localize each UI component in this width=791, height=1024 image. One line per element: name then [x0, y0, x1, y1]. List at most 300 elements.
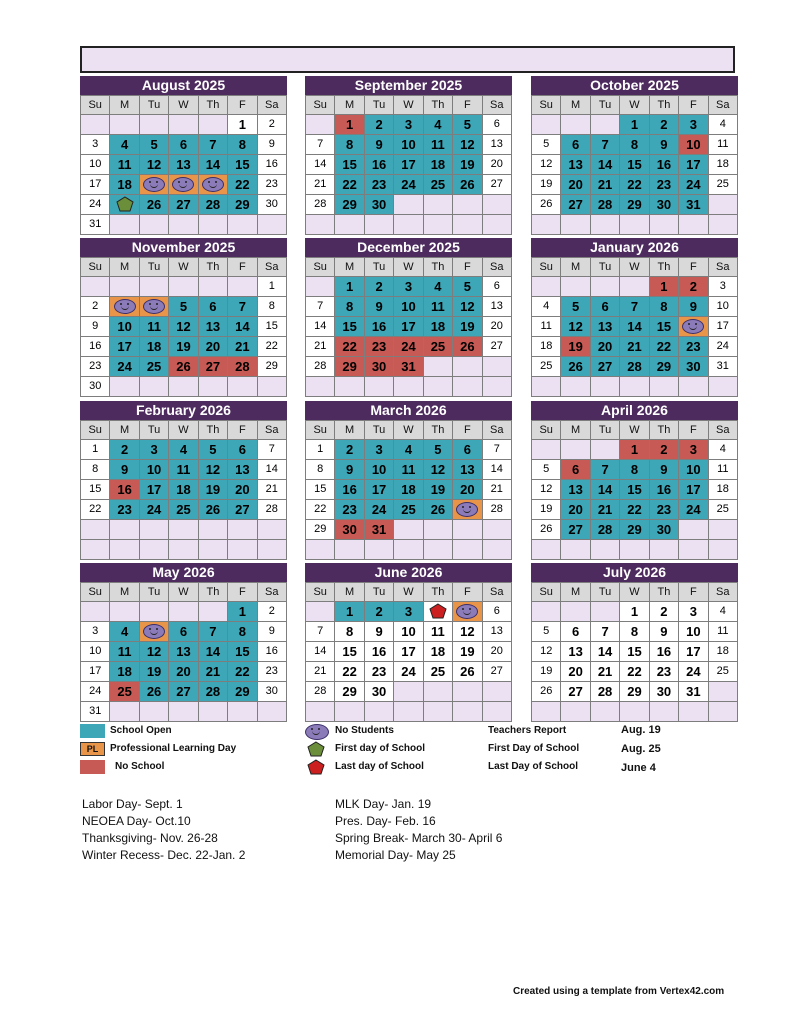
- weekday-label: M: [561, 421, 589, 439]
- day-cell: 2: [110, 440, 138, 459]
- empty-day-cell: [591, 602, 619, 621]
- day-cell: 27: [483, 175, 511, 194]
- day-cell: 28: [483, 500, 511, 519]
- day-cell: 18: [709, 642, 737, 661]
- empty-day-cell: [110, 520, 138, 539]
- empty-day-cell: [561, 540, 589, 559]
- day-cell: 8: [258, 297, 286, 316]
- calendar-title-box: [80, 46, 735, 73]
- day-cell: 4: [169, 440, 197, 459]
- day-cell: 5: [532, 460, 560, 479]
- day-cell: 11: [110, 155, 138, 174]
- day-cell: 14: [591, 642, 619, 661]
- day-cell: [110, 195, 138, 214]
- empty-day-cell: [650, 702, 678, 721]
- weekday-label: Sa: [483, 258, 511, 276]
- day-cell: 15: [228, 155, 256, 174]
- weekday-label: Sa: [258, 96, 286, 114]
- day-cell: 3: [679, 440, 707, 459]
- empty-day-cell: [365, 215, 393, 234]
- day-cell: 3: [679, 602, 707, 621]
- empty-day-cell: [140, 277, 168, 296]
- day-cell: 17: [140, 480, 168, 499]
- day-cell: 28: [306, 195, 334, 214]
- day-cell: 20: [561, 662, 589, 681]
- day-cell: 27: [561, 682, 589, 701]
- empty-day-cell: [306, 215, 334, 234]
- day-cell: 26: [140, 195, 168, 214]
- empty-day-cell: [709, 540, 737, 559]
- day-cell: 17: [394, 155, 422, 174]
- weekday-label: Th: [199, 583, 227, 601]
- day-cell: 10: [365, 460, 393, 479]
- day-cell: 17: [394, 642, 422, 661]
- empty-day-cell: [140, 702, 168, 721]
- day-cell: 29: [306, 520, 334, 539]
- empty-day-cell: [365, 540, 393, 559]
- empty-day-cell: [199, 540, 227, 559]
- empty-day-cell: [394, 377, 422, 396]
- weekday-label: Tu: [140, 96, 168, 114]
- day-cell: 5: [453, 277, 481, 296]
- empty-day-cell: [394, 520, 422, 539]
- day-cell: 22: [620, 662, 648, 681]
- weekday-label: W: [620, 96, 648, 114]
- empty-day-cell: [169, 277, 197, 296]
- day-cell: 20: [561, 175, 589, 194]
- day-cell: 1: [620, 440, 648, 459]
- day-cell: 10: [394, 622, 422, 641]
- day-cell: [453, 602, 481, 621]
- empty-day-cell: [335, 540, 363, 559]
- weekday-label: Tu: [140, 258, 168, 276]
- day-cell: 2: [365, 277, 393, 296]
- day-cell: 1: [228, 115, 256, 134]
- day-cell: 16: [365, 155, 393, 174]
- day-cell: 16: [650, 642, 678, 661]
- day-cell: [424, 602, 452, 621]
- weekday-label: Su: [532, 421, 560, 439]
- day-cell: 6: [561, 135, 589, 154]
- day-cell: 16: [365, 642, 393, 661]
- teachers-report-date: Aug. 19: [621, 724, 661, 736]
- weekday-label: Su: [532, 258, 560, 276]
- day-cell: 22: [81, 500, 109, 519]
- month-title: December 2025: [305, 238, 512, 257]
- no-students-icon: [202, 177, 224, 192]
- day-cell: 23: [650, 500, 678, 519]
- day-cell: 30: [258, 195, 286, 214]
- day-cell: 19: [532, 662, 560, 681]
- day-cell: 4: [110, 135, 138, 154]
- day-cell: 12: [453, 297, 481, 316]
- day-cell: 14: [620, 317, 648, 336]
- day-cell: 2: [365, 115, 393, 134]
- day-cell: 13: [199, 317, 227, 336]
- empty-day-cell: [306, 277, 334, 296]
- day-cell: 29: [228, 195, 256, 214]
- day-cell: 26: [453, 662, 481, 681]
- empty-day-cell: [306, 602, 334, 621]
- day-cell: 11: [110, 642, 138, 661]
- empty-day-cell: [453, 215, 481, 234]
- day-cell: 8: [81, 460, 109, 479]
- day-cell: 6: [453, 440, 481, 459]
- day-cell: 9: [650, 622, 678, 641]
- weekday-label: F: [453, 421, 481, 439]
- day-cell: 25: [424, 662, 452, 681]
- day-cell: 5: [532, 622, 560, 641]
- day-cell: 18: [424, 155, 452, 174]
- month-calendar: [305, 238, 512, 397]
- day-cell: 3: [140, 440, 168, 459]
- day-cell: 10: [709, 297, 737, 316]
- empty-day-cell: [169, 215, 197, 234]
- day-cell: 18: [709, 155, 737, 174]
- empty-day-cell: [394, 540, 422, 559]
- day-cell: 13: [483, 297, 511, 316]
- weekday-label: M: [110, 421, 138, 439]
- day-cell: 13: [169, 642, 197, 661]
- day-cell: 13: [561, 642, 589, 661]
- day-cell: 23: [81, 357, 109, 376]
- day-cell: 10: [81, 642, 109, 661]
- day-cell: 24: [394, 662, 422, 681]
- empty-day-cell: [169, 377, 197, 396]
- day-cell: 31: [679, 682, 707, 701]
- weekday-label: Tu: [591, 583, 619, 601]
- day-cell: 28: [591, 682, 619, 701]
- day-cell: 30: [335, 520, 363, 539]
- empty-day-cell: [199, 702, 227, 721]
- empty-day-cell: [169, 540, 197, 559]
- day-cell: 31: [81, 702, 109, 721]
- day-cell: 9: [110, 460, 138, 479]
- day-cell: 29: [620, 682, 648, 701]
- day-cell: 26: [169, 357, 197, 376]
- weekday-label: Th: [424, 258, 452, 276]
- day-cell: 22: [306, 500, 334, 519]
- day-cell: 30: [650, 520, 678, 539]
- day-cell: 22: [335, 662, 363, 681]
- month-title: October 2025: [531, 76, 738, 95]
- day-cell: [110, 297, 138, 316]
- weekday-label: Sa: [483, 421, 511, 439]
- day-cell: 19: [453, 642, 481, 661]
- empty-day-cell: [424, 195, 452, 214]
- day-cell: 8: [335, 297, 363, 316]
- weekday-label: Su: [81, 96, 109, 114]
- day-cell: 24: [679, 500, 707, 519]
- weekday-label: W: [394, 421, 422, 439]
- empty-day-cell: [169, 115, 197, 134]
- day-cell: 2: [335, 440, 363, 459]
- weekday-label: F: [453, 583, 481, 601]
- weekday-label: F: [453, 258, 481, 276]
- weekday-label: Th: [424, 421, 452, 439]
- day-cell: 22: [620, 175, 648, 194]
- day-cell: 24: [365, 500, 393, 519]
- weekday-label: W: [620, 258, 648, 276]
- day-cell: 26: [561, 357, 589, 376]
- day-cell: 18: [709, 480, 737, 499]
- empty-day-cell: [199, 277, 227, 296]
- day-cell: 27: [561, 195, 589, 214]
- day-cell: 23: [365, 662, 393, 681]
- day-cell: 4: [709, 115, 737, 134]
- day-cell: 20: [591, 337, 619, 356]
- weekday-label: Sa: [258, 583, 286, 601]
- month-grid: [80, 95, 287, 235]
- month-title: May 2026: [80, 563, 287, 582]
- weekday-label: W: [169, 258, 197, 276]
- no-students-icon: [456, 502, 478, 517]
- day-cell: 4: [394, 440, 422, 459]
- day-cell: 17: [365, 480, 393, 499]
- empty-day-cell: [199, 215, 227, 234]
- empty-day-cell: [140, 215, 168, 234]
- empty-day-cell: [81, 520, 109, 539]
- day-cell: 12: [453, 135, 481, 154]
- empty-day-cell: [335, 702, 363, 721]
- day-cell: 26: [140, 682, 168, 701]
- empty-day-cell: [169, 520, 197, 539]
- day-cell: 8: [620, 460, 648, 479]
- empty-day-cell: [532, 440, 560, 459]
- empty-day-cell: [140, 540, 168, 559]
- day-cell: 18: [140, 337, 168, 356]
- day-cell: 23: [365, 175, 393, 194]
- weekday-label: Tu: [140, 583, 168, 601]
- empty-day-cell: [483, 682, 511, 701]
- empty-day-cell: [228, 277, 256, 296]
- day-cell: 20: [483, 642, 511, 661]
- day-cell: 9: [679, 297, 707, 316]
- day-cell: 15: [620, 155, 648, 174]
- empty-day-cell: [394, 702, 422, 721]
- day-cell: 22: [335, 175, 363, 194]
- day-cell: 5: [453, 115, 481, 134]
- day-cell: 11: [169, 460, 197, 479]
- day-cell: 13: [453, 460, 481, 479]
- empty-day-cell: [110, 540, 138, 559]
- empty-day-cell: [679, 215, 707, 234]
- day-cell: 29: [650, 357, 678, 376]
- weekday-label: M: [335, 258, 363, 276]
- day-cell: 22: [650, 337, 678, 356]
- no-students-icon: [143, 624, 165, 639]
- day-cell: 30: [81, 377, 109, 396]
- weekday-label: W: [394, 583, 422, 601]
- day-cell: 4: [532, 297, 560, 316]
- month-grid: [531, 95, 738, 235]
- month-grid: [80, 257, 287, 397]
- month-title: November 2025: [80, 238, 287, 257]
- no-students-icon: [143, 299, 165, 314]
- weekday-label: Su: [306, 258, 334, 276]
- empty-day-cell: [110, 115, 138, 134]
- day-cell: 26: [532, 520, 560, 539]
- weekday-label: F: [679, 258, 707, 276]
- day-cell: 26: [453, 337, 481, 356]
- last-day-date: June 4: [621, 762, 656, 774]
- day-cell: 28: [199, 682, 227, 701]
- empty-day-cell: [620, 702, 648, 721]
- weekday-label: W: [169, 583, 197, 601]
- pl-swatch: PL: [80, 742, 105, 756]
- day-cell: 24: [81, 195, 109, 214]
- empty-day-cell: [424, 540, 452, 559]
- weekday-label: Th: [199, 421, 227, 439]
- day-cell: 25: [709, 175, 737, 194]
- day-cell: 11: [140, 317, 168, 336]
- day-cell: 23: [365, 337, 393, 356]
- holidays-left: [82, 796, 245, 864]
- empty-day-cell: [199, 377, 227, 396]
- day-cell: 17: [81, 175, 109, 194]
- empty-day-cell: [424, 682, 452, 701]
- day-cell: 27: [169, 682, 197, 701]
- day-cell: 4: [709, 602, 737, 621]
- day-cell: 17: [81, 662, 109, 681]
- holiday-item: Winter Recess- Dec. 22-Jan. 2: [82, 848, 246, 862]
- day-cell: 3: [81, 135, 109, 154]
- month-title: June 2026: [305, 563, 512, 582]
- weekday-label: Tu: [365, 96, 393, 114]
- month-calendar: [305, 76, 512, 235]
- first-day-pentagon-icon: [307, 741, 325, 757]
- day-cell: 10: [140, 460, 168, 479]
- weekday-label: Th: [650, 258, 678, 276]
- weekday-label: F: [228, 258, 256, 276]
- month-calendar: [531, 401, 738, 560]
- month-title: September 2025: [305, 76, 512, 95]
- day-cell: 19: [140, 662, 168, 681]
- empty-day-cell: [561, 277, 589, 296]
- day-cell: 8: [620, 622, 648, 641]
- month-title: July 2026: [531, 563, 738, 582]
- day-cell: 21: [483, 480, 511, 499]
- weekday-label: Sa: [483, 583, 511, 601]
- month-grid: [80, 582, 287, 722]
- day-cell: 26: [424, 500, 452, 519]
- day-cell: 9: [650, 460, 678, 479]
- empty-day-cell: [591, 540, 619, 559]
- day-cell: 15: [228, 642, 256, 661]
- weekday-label: Tu: [591, 96, 619, 114]
- day-cell: 24: [709, 337, 737, 356]
- day-cell: 16: [258, 642, 286, 661]
- empty-day-cell: [140, 377, 168, 396]
- day-cell: 19: [561, 337, 589, 356]
- day-cell: 16: [650, 480, 678, 499]
- day-cell: 24: [140, 500, 168, 519]
- day-cell: 7: [306, 135, 334, 154]
- school-open-swatch: [80, 724, 105, 738]
- empty-day-cell: [591, 440, 619, 459]
- day-cell: 21: [306, 175, 334, 194]
- empty-day-cell: [532, 215, 560, 234]
- empty-day-cell: [258, 540, 286, 559]
- empty-day-cell: [199, 602, 227, 621]
- empty-day-cell: [453, 377, 481, 396]
- empty-day-cell: [453, 520, 481, 539]
- holidays-right: [335, 796, 502, 864]
- day-cell: 30: [365, 682, 393, 701]
- day-cell: 1: [228, 602, 256, 621]
- first-day-row-label: First Day of School: [488, 743, 580, 754]
- day-cell: 6: [483, 115, 511, 134]
- day-cell: 9: [365, 135, 393, 154]
- empty-day-cell: [424, 215, 452, 234]
- day-cell: 7: [591, 622, 619, 641]
- day-cell: 21: [620, 337, 648, 356]
- weekday-label: F: [453, 96, 481, 114]
- day-cell: 1: [335, 277, 363, 296]
- day-cell: 7: [483, 440, 511, 459]
- empty-day-cell: [228, 377, 256, 396]
- day-cell: 3: [81, 622, 109, 641]
- empty-day-cell: [81, 277, 109, 296]
- empty-day-cell: [81, 115, 109, 134]
- empty-day-cell: [591, 115, 619, 134]
- day-cell: 19: [532, 175, 560, 194]
- weekday-label: F: [228, 96, 256, 114]
- day-cell: 21: [199, 662, 227, 681]
- empty-day-cell: [483, 520, 511, 539]
- empty-day-cell: [483, 215, 511, 234]
- day-cell: 15: [258, 317, 286, 336]
- day-cell: 10: [81, 155, 109, 174]
- empty-day-cell: [532, 540, 560, 559]
- weekday-label: M: [110, 96, 138, 114]
- day-cell: 11: [709, 135, 737, 154]
- day-cell: 13: [591, 317, 619, 336]
- day-cell: 19: [532, 500, 560, 519]
- day-cell: 2: [650, 602, 678, 621]
- empty-day-cell: [679, 520, 707, 539]
- holiday-item: Pres. Day- Feb. 16: [335, 814, 436, 828]
- day-cell: 28: [199, 195, 227, 214]
- month-calendar: [80, 563, 287, 722]
- empty-day-cell: [81, 540, 109, 559]
- weekday-label: Tu: [365, 258, 393, 276]
- empty-day-cell: [169, 602, 197, 621]
- empty-day-cell: [620, 277, 648, 296]
- empty-day-cell: [258, 215, 286, 234]
- day-cell: 27: [483, 662, 511, 681]
- empty-day-cell: [169, 702, 197, 721]
- day-cell: 27: [561, 520, 589, 539]
- weekday-label: F: [228, 583, 256, 601]
- day-cell: 20: [453, 480, 481, 499]
- day-cell: 23: [110, 500, 138, 519]
- empty-day-cell: [679, 702, 707, 721]
- weekday-label: F: [679, 96, 707, 114]
- empty-day-cell: [650, 215, 678, 234]
- empty-day-cell: [709, 682, 737, 701]
- weekday-label: Th: [650, 583, 678, 601]
- day-cell: 6: [591, 297, 619, 316]
- empty-day-cell: [199, 520, 227, 539]
- first-day-date: Aug. 25: [621, 743, 661, 755]
- day-cell: [140, 175, 168, 194]
- last-day-row-label: Last Day of School: [488, 761, 579, 772]
- day-cell: 1: [650, 277, 678, 296]
- empty-day-cell: [709, 377, 737, 396]
- day-cell: 18: [424, 317, 452, 336]
- weekday-label: Th: [650, 421, 678, 439]
